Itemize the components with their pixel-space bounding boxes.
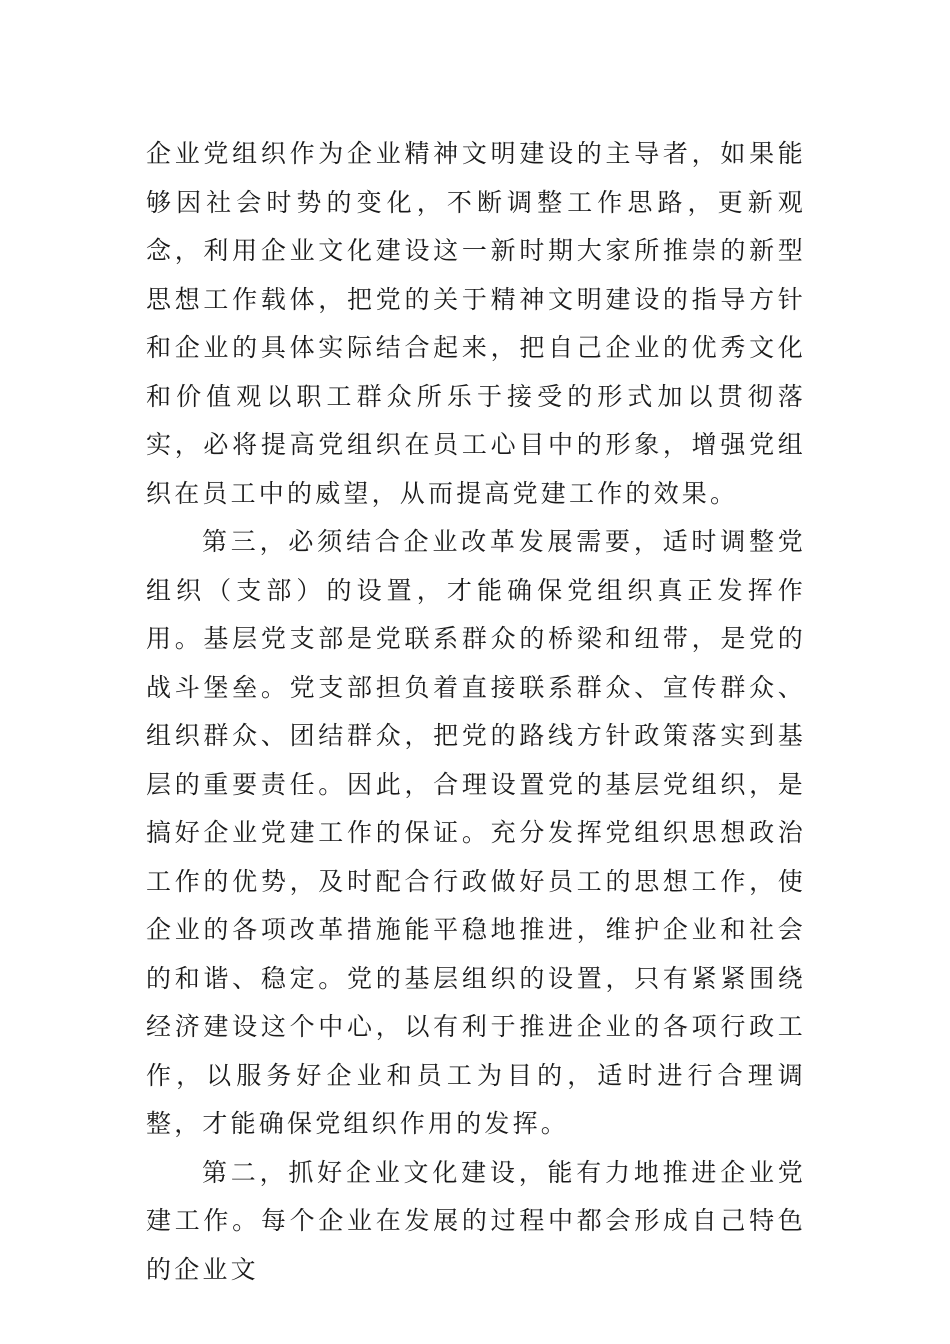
paragraph-second-point: 第二，抓好企业文化建设，能有力地推进企业党建工作。每个企业在发展的过程中都会形成自己特色的企业文 <box>146 1157 806 1284</box>
document-body <box>146 130 806 1294</box>
paragraph-third-point: 第三，必须结合企业改革发展需要，适时调整党组织（支部）的设置，才能确保党组织真正发挥作用。基层党支部是党联系群众的桥梁和纽带，是党的战斗堡垒。党支部担负着直接联系群众、宣传群众、组织群众、团结群众，把党的路线方针政策落实到基层的重要责任。因此，合理设置党的基层党组织，是搞好企业党建工作的保证。充分发挥党组织思想政治工作的优势，及时配合行政做好员工的思想工作，使企业的各项改革措施能平稳地推进，维护企业和社会的和谐、稳定。党的基层组织的设置，只有紧紧围绕经济建设这个中心，以有利于推进企业的各项行政工作，以服务好企业和员工为目的，适时进行合理调整，才能确保党组织作用的发挥。 <box>146 527 806 1138</box>
paragraph-party-organization-role: 企业党组织作为企业精神文明建设的主导者，如果能够因社会时势的变化，不断调整工作思路，更新观念，利用企业文化建设这一新时期大家所推崇的新型思想工作载体，把党的关于精神文明建设的指导方针和企业的具体实际结合起来，把自己企业的优秀文化和价值观以职工群众所乐于接受的形式加以贯彻落实，必将提高党组织在员工心目中的形象，增强党组织在员工中的威望，从而提高党建工作的效果。 <box>146 139 806 508</box>
